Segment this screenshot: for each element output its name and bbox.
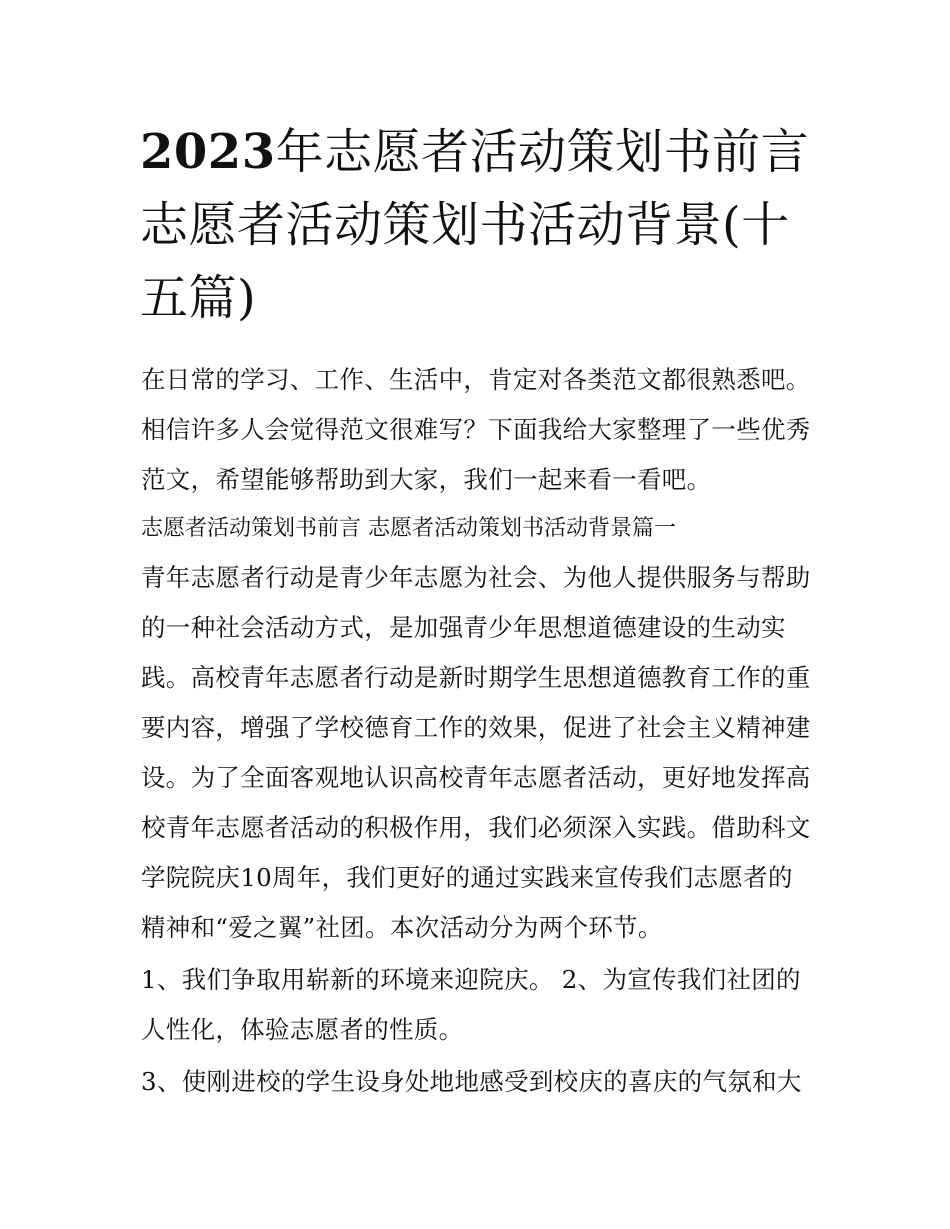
intro-paragraph: 在日常的学习、工作、生活中，肯定对各类范文都很熟悉吧。相信许多人会觉得范文很难写？下面我给大家整理了一些优秀范文，希望能够帮助到大家，我们一起来看一看吧。 — [141, 365, 811, 494]
list-item: 1、我们争取用崭新的环境来迎院庆。 2、为宣传我们社团的人性化，体验志愿者的性质。 — [141, 965, 801, 1044]
document-body — [141, 355, 816, 1107]
title-year: 2023 — [140, 124, 276, 180]
background-paragraph: 青年志愿者行动是青少年志愿为社会、为他人提供服务与帮助的一种社会活动方式，是加强青少年思想道德建设的生动实践。高校青年志愿者行动是新时期学生思想道德教育工作的重要内容，增强了学校德育工作的效果，促进了社会主义精神建设。为了全面客观地认识高校青年志愿者活动，更好地发挥高校青年志愿者活动的积极作用，我们必须深入实践。借助科文学院院庆10周年，我们更好的通过实践来宣传我们志愿者的精神和“爱之翼”社团。本次活动分为两个环节。 — [141, 563, 811, 942]
section-heading: 志愿者活动策划书前言 志愿者活动策划书活动背景篇一 — [141, 516, 676, 541]
document-title — [140, 116, 820, 335]
title-text: 年志愿者活动策划书前言志愿者活动策划书活动背景(十五篇) — [140, 124, 810, 326]
list-item: 3、使刚进校的学生设身处地地感受到校庆的喜庆的气氛和大 — [141, 1067, 802, 1096]
